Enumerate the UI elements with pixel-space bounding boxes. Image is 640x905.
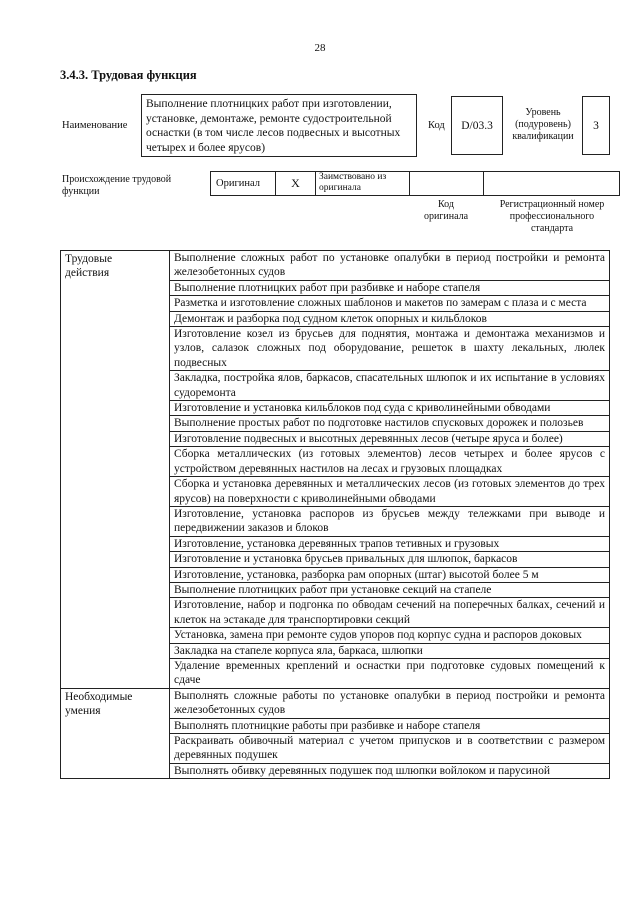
function-name-box: Выполнение плотницких работ при изготовлении, установке, демонтаже, ремонте судостроительной оснастки (в том числе лесов подвесных и высотных четырех и более ярусов): [141, 94, 417, 157]
code-caption-line-2: оригинала: [423, 211, 469, 222]
table-cell: Сборка металлических (из готовых элементов) лесов четырех и более ярусов с устройством деревянных настилов на лесах и грузовых площадках: [170, 447, 610, 477]
section-label-cell: [61, 688, 170, 778]
table-cell: Закладка на стапеле корпуса яла, баркаса, шлюпки: [170, 643, 610, 658]
table-cell: Закладка, постройка ялов, баркасов, спасательных шлюпок и их испытание в условиях судоремонта: [170, 371, 610, 401]
table-cell: Демонтаж и разборка под судном клеток опорных и кильблоков: [170, 311, 610, 326]
original-mark: X: [291, 176, 300, 190]
section-title: 3.4.3. Трудовая функция: [60, 68, 197, 82]
table-row: [61, 688, 610, 718]
table-cell: Выполнять обивку деревянных подушек под шлюпки войлоком и парусиной: [170, 763, 610, 778]
table-cell: Выполнять сложные работы по установке опалубки в период постройки и ремонта железобетонных судов: [170, 688, 610, 718]
table-cell: Изготовление, установка деревянных трапов тетивных и грузовых: [170, 536, 610, 551]
reg-caption-line-3: стандарта: [530, 223, 574, 234]
section-label-line-1: Необходимые: [65, 690, 133, 703]
level-label-line-2: (подуровень): [515, 119, 571, 130]
table-cell: Изготовление, установка распоров из брусьев между тележками при выводе и передвижении заказов и блоков: [170, 506, 610, 536]
reg-caption: [484, 199, 620, 235]
table-cell: Сборка и установка деревянных и металлических лесов (из готовых элементов до трех ярусов) на поверхности с криволинейными обводами: [170, 477, 610, 507]
origin-label-line-2: функции: [62, 186, 100, 197]
borrowed-label-cell: [316, 172, 410, 195]
table-cell: Раскраивать обивочный материал с учетом припусков и в соответствии с размером деревянных подушек: [170, 734, 610, 764]
code-box: D/03.3: [451, 96, 503, 155]
code-caption-line-1: Код: [438, 199, 454, 210]
original-code-cell: [410, 172, 484, 195]
origin-row: [210, 171, 620, 196]
table-cell: Изготовление подвесных и высотных деревянных лесов (четыре яруса и более): [170, 431, 610, 446]
table-cell: Удаление временных креплений и оснастки при подготовке судовых помещений к сдаче: [170, 658, 610, 688]
table-cell: Выполнение сложных работ по установке опалубки в период постройки и ремонта железобетонных судов: [170, 251, 610, 281]
section-label-cell: [61, 251, 170, 689]
section-label-line-2: действия: [65, 267, 110, 280]
page-number: 28: [314, 42, 326, 54]
table-cell: Выполнение простых работ по подготовке настилов спусковых дорожек и полозьев: [170, 416, 610, 431]
requirements-table: [60, 250, 610, 779]
original-label: Оригинал: [216, 178, 260, 189]
table-cell: Выполнение плотницких работ при разбивке и наборе стапеля: [170, 280, 610, 295]
borrowed-label-line-1: Заимствовано из: [319, 172, 387, 182]
reg-caption-line-1: Регистрационный номер: [499, 199, 605, 210]
code-label: Код: [428, 120, 445, 131]
table-cell: Выполнять плотницкие работы при разбивке и наборе стапеля: [170, 718, 610, 733]
level-label: [508, 107, 578, 143]
original-mark-cell: [276, 172, 316, 195]
table-cell: Изготовление, установка, разборка рам опорных (штаг) высотой более 5 м: [170, 567, 610, 582]
table-cell: Изготовление и установка кильблоков под суда с криволинейными обводами: [170, 401, 610, 416]
table-cell: Выполнение плотницких работ при установке секций на стапеле: [170, 582, 610, 597]
original-label-cell: [211, 172, 276, 195]
table-cell: Изготовление, набор и подгонка по обводам сечений на поперечных балках, сечений и клеток на эстакаде для транспортировки секций: [170, 598, 610, 628]
origin-label-line-1: Происхождение трудовой: [62, 174, 172, 185]
reg-number-cell: [484, 172, 619, 195]
table-cell: Изготовление козел из брусьев для поднятия, монтажа и демонтажа механизмов и узлов, салазок сложных под оборудование, решеток в шахту лекальных, люлек подвесных: [170, 327, 610, 371]
code-caption: [410, 199, 482, 223]
borrowed-label-line-2: оригинала: [319, 183, 361, 193]
table-cell: Установка, замена при ремонте судов упоров под корпус судна и распоров доковых: [170, 628, 610, 643]
origin-label: [62, 174, 171, 198]
level-box: 3: [582, 96, 610, 155]
table-cell: Разметка и изготовление сложных шаблонов и макетов по замерам с плаза и с места: [170, 296, 610, 311]
reg-caption-line-2: профессионального: [509, 211, 595, 222]
table-cell: Изготовление и установка брусьев привальных для шлюпок, баркасов: [170, 552, 610, 567]
level-label-line-3: квалификации: [512, 131, 574, 142]
section-label-line-1: Трудовые: [65, 253, 113, 265]
table-row: [61, 251, 610, 281]
name-label: Наименование: [62, 120, 128, 131]
level-label-line-1: Уровень: [525, 107, 561, 118]
section-label-line-2: умения: [65, 705, 101, 718]
